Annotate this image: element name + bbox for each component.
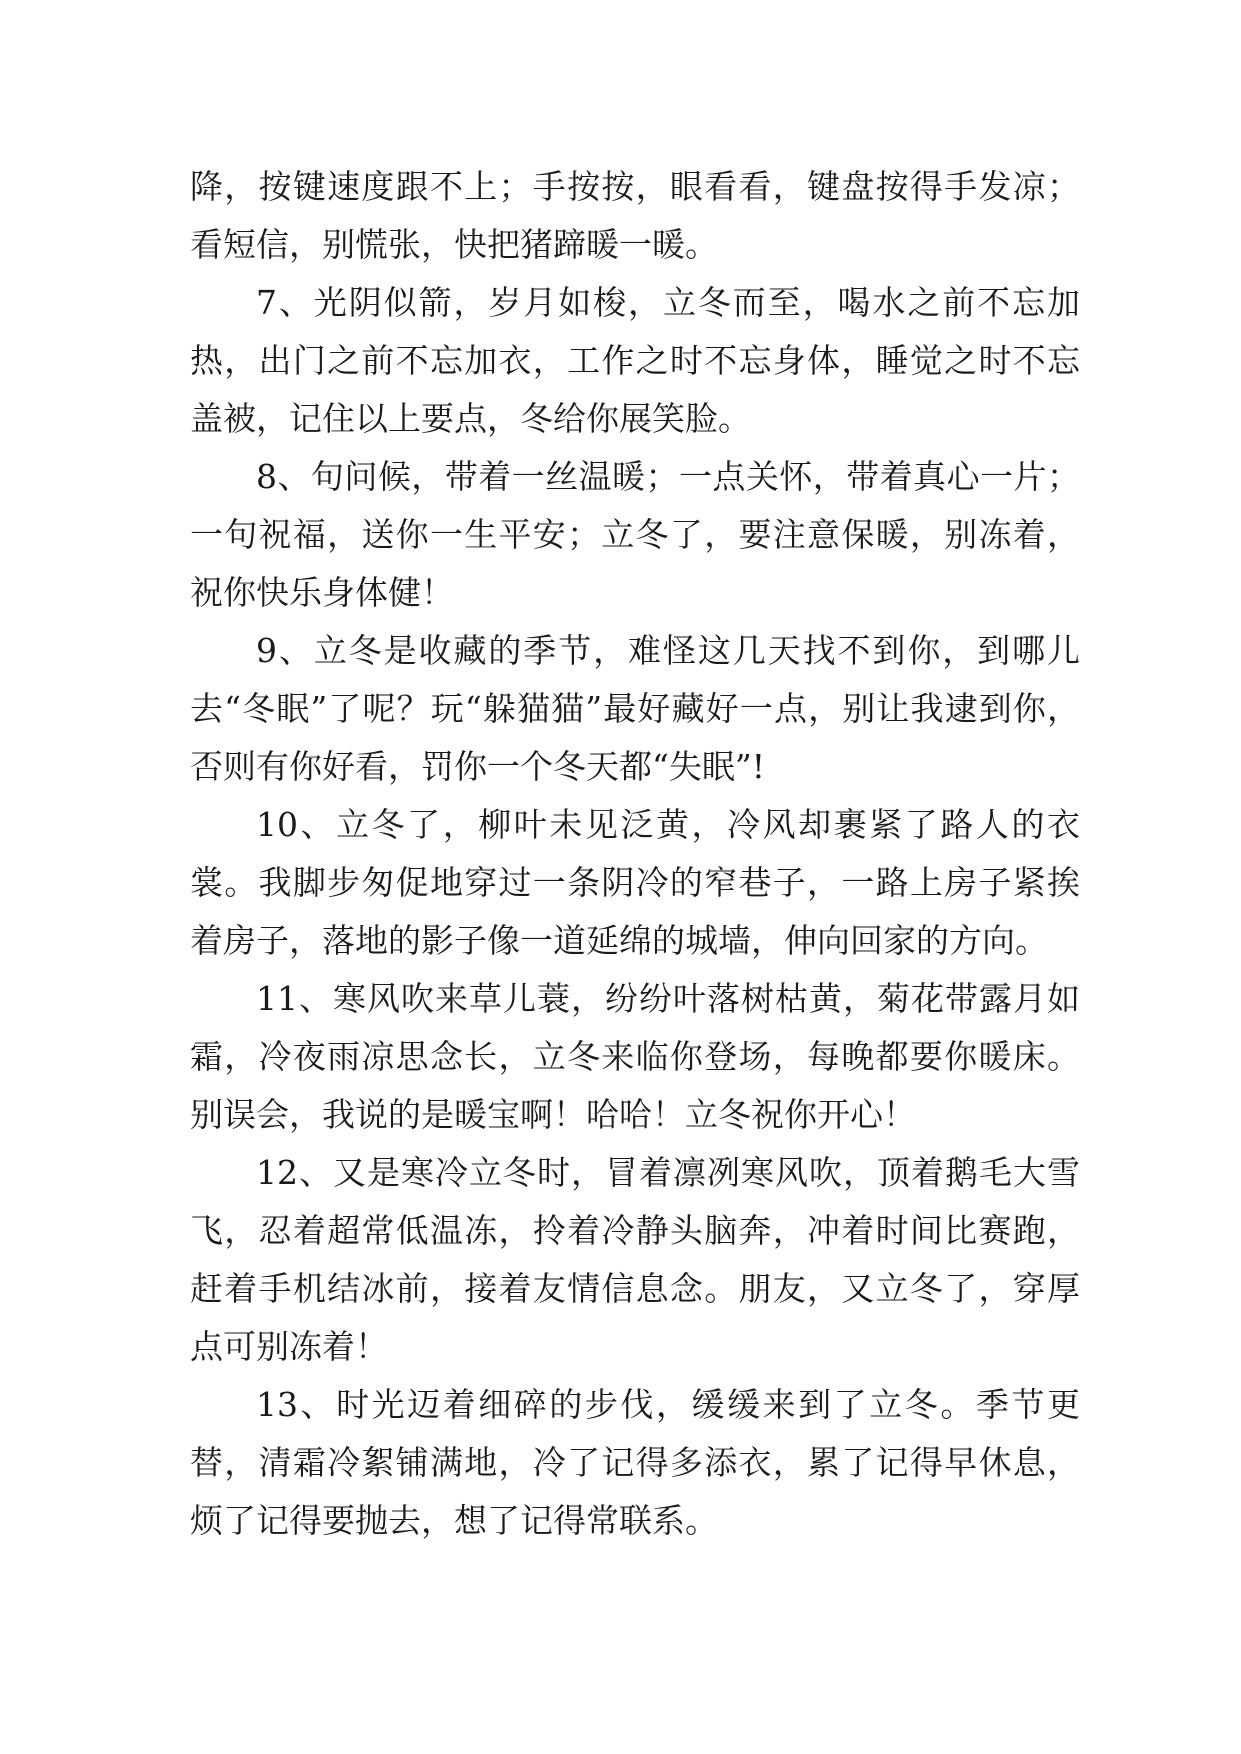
paragraph-13: 13、时光迈着细碎的步伐，缓缓来到了立冬。季节更替，清霜冷絮铺满地，冷了记得多添衣，累了记得早休息，烦了记得要抛去，想了记得常联系。 [190, 1385, 1080, 1540]
paragraph-10: 10、立冬了，柳叶未见泛黄，冷风却裹紧了路人的衣裳。我脚步匆促地穿过一条阴冷的窄巷子，一路上房子紧挨着房子，落地的影子像一道延绵的城墙，伸向回家的方向。 [190, 805, 1080, 960]
paragraph-12: 12、又是寒冷立冬时，冒着凛冽寒风吹，顶着鹅毛大雪飞，忍着超常低温冻，拎着冷静头脑奔，冲着时间比赛跑，赶着手机结冰前，接着友情信息念。朋友，又立冬了，穿厚点可别冻着！ [190, 1153, 1080, 1366]
paragraph-continuation: 降，按键速度跟不上；手按按，眼看看，键盘按得手发凉；看短信，别慌张，快把猪蹄暖一暖。 [190, 167, 1080, 264]
paragraph-7: 7、光阴似箭，岁月如梭，立冬而至，喝水之前不忘加热，出门之前不忘加衣，工作之时不忘身体，睡觉之时不忘盖被，记住以上要点，冬给你展笑脸。 [190, 283, 1080, 438]
paragraph-11: 11、寒风吹来草儿蓑，纷纷叶落树枯黄，菊花带露月如霜，冷夜雨凉思念长，立冬来临你登场，每晚都要你暖床。别误会，我说的是暖宝啊！哈哈！立冬祝你开心！ [190, 979, 1080, 1134]
document-body [190, 158, 1080, 1550]
paragraph-8: 8、句问候，带着一丝温暖；一点关怀，带着真心一片；一句祝福，送你一生平安；立冬了，要注意保暖，别冻着，祝你快乐身体健！ [190, 457, 1080, 612]
paragraph-9: 9、立冬是收藏的季节，难怪这几天找不到你，到哪儿去“冬眠”了呢？玩“躲猫猫”最好藏好一点，别让我逮到你，否则有你好看，罚你一个冬天都“失眠”! [190, 631, 1080, 786]
